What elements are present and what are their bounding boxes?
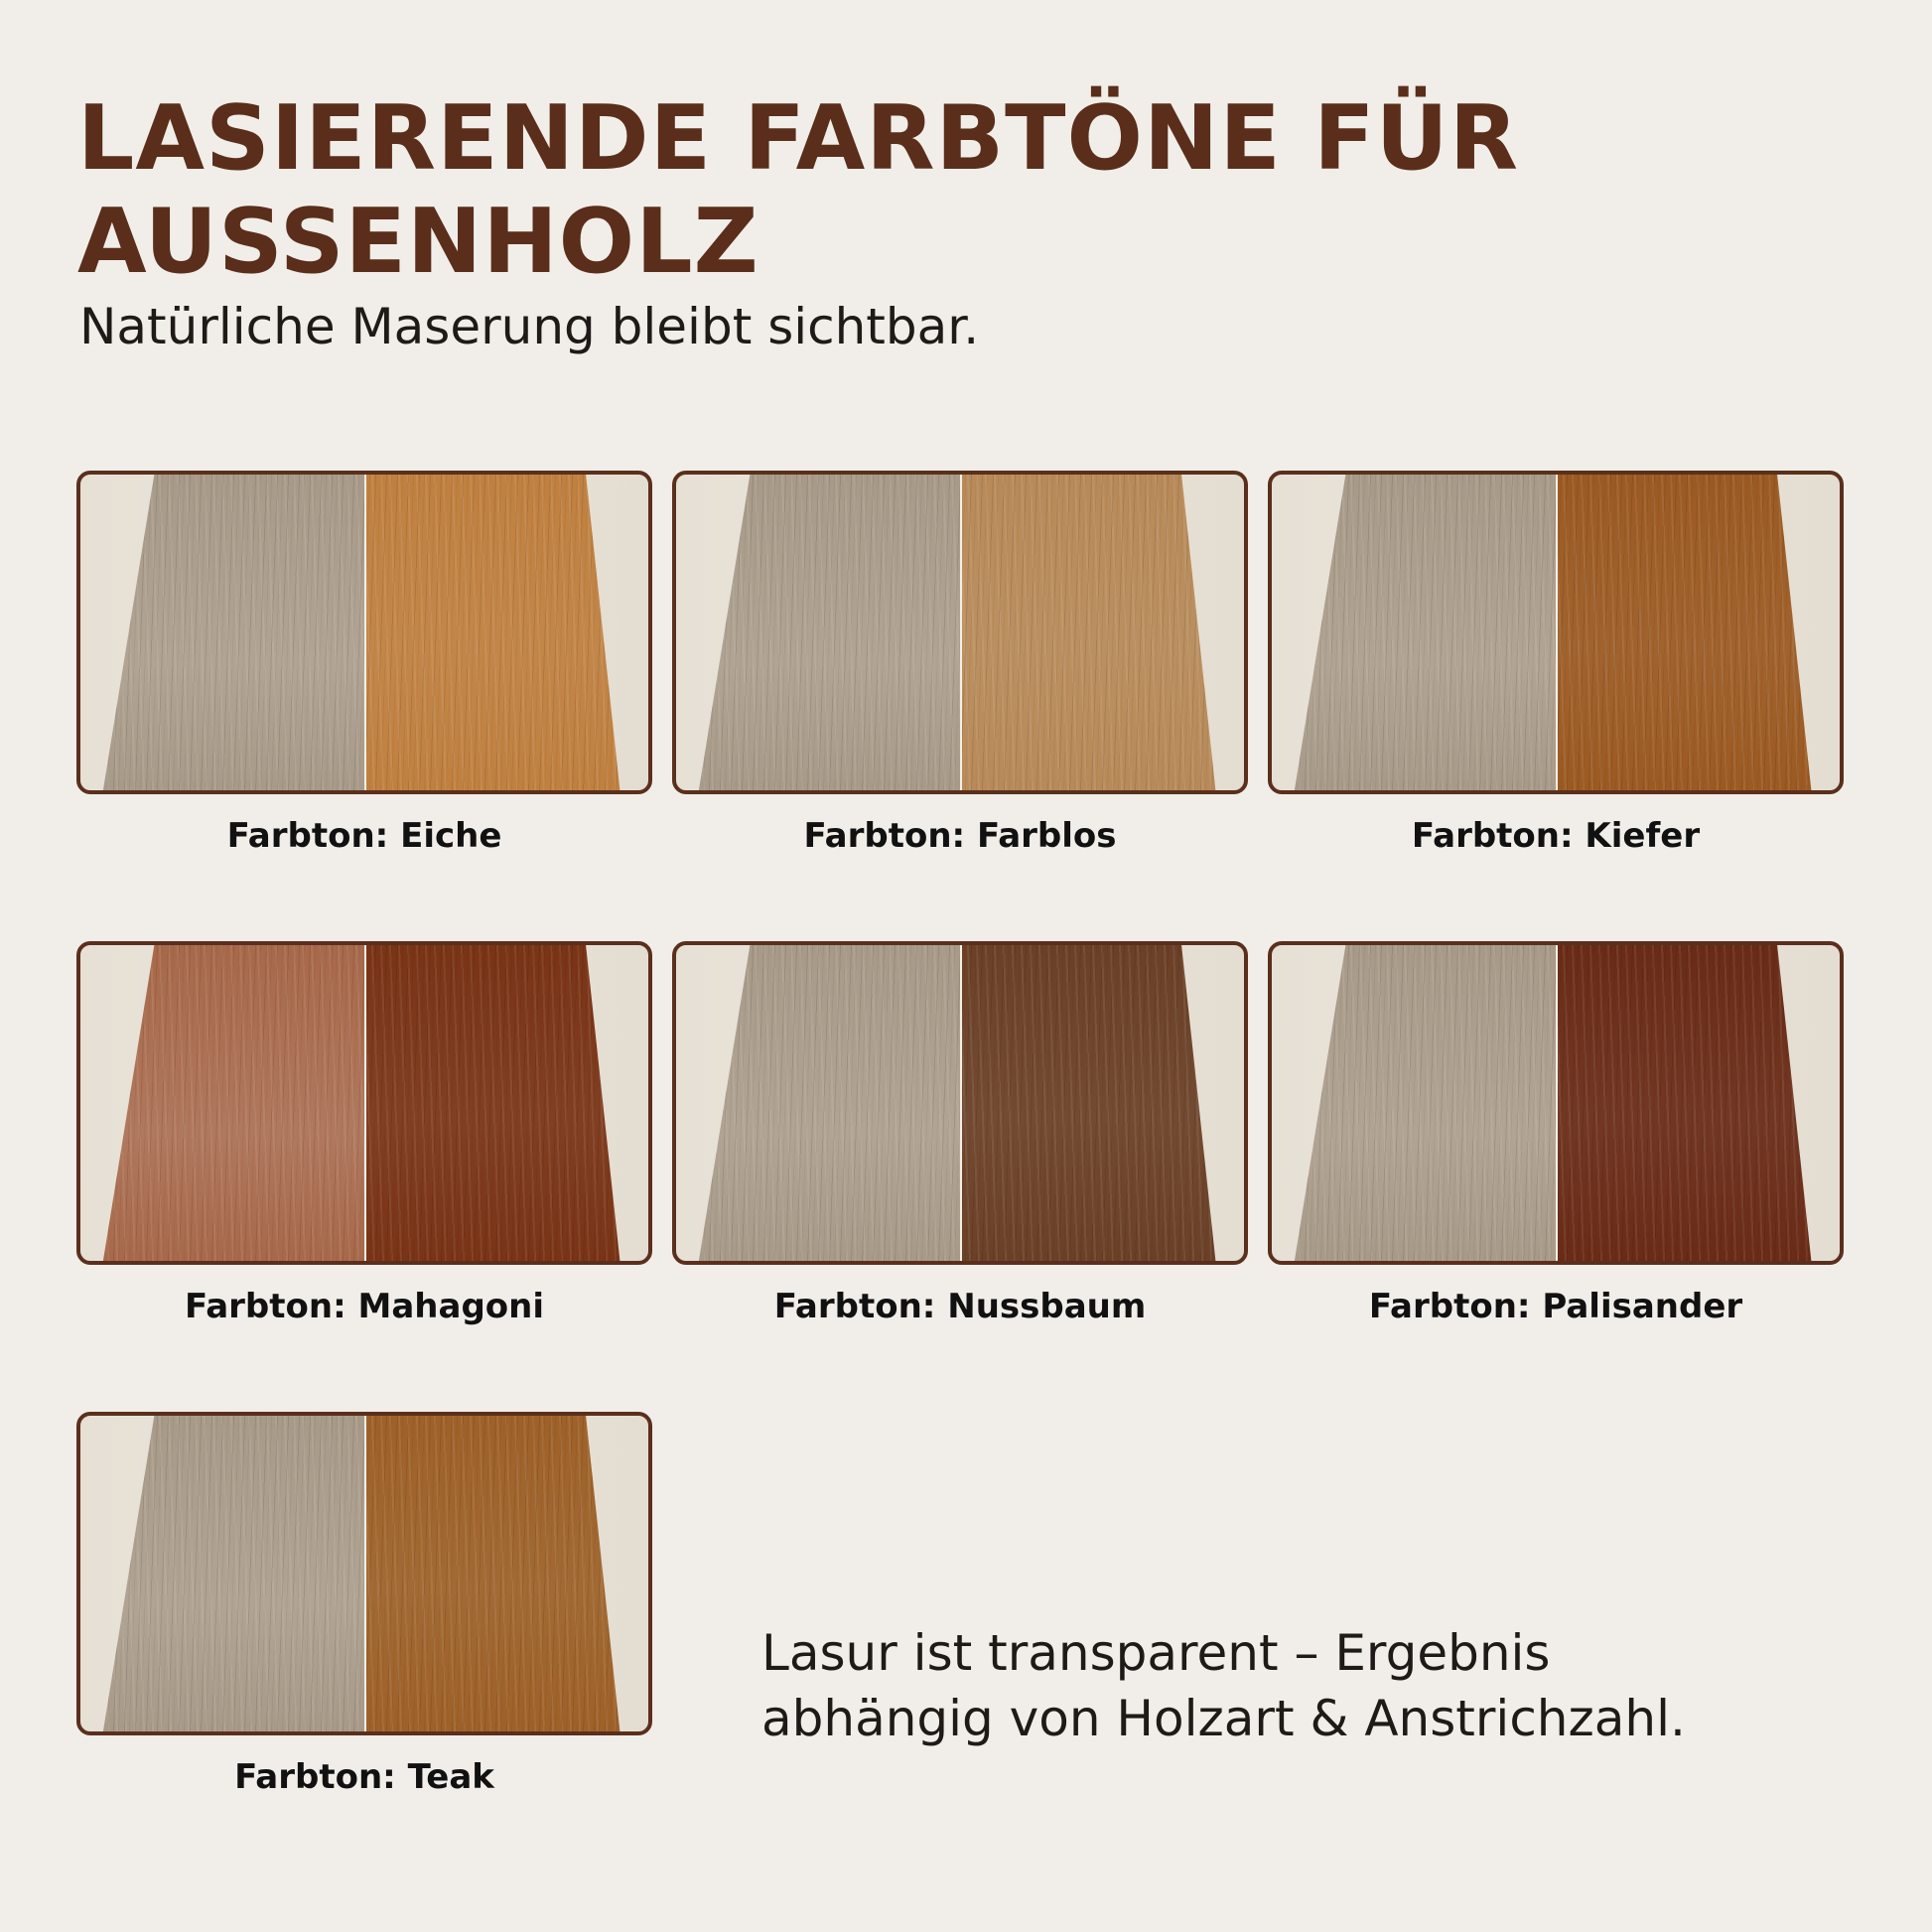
stained-half bbox=[1556, 945, 1840, 1261]
swatch-card bbox=[76, 471, 652, 856]
swatch-label: Farbton: Teak bbox=[234, 1757, 494, 1797]
wood-sample-image bbox=[76, 471, 652, 794]
stained-half bbox=[364, 945, 648, 1261]
footer-note-line-1: Lasur ist transparent – Ergebnis bbox=[761, 1624, 1551, 1682]
swatch-card bbox=[76, 941, 652, 1326]
subtitle: Natürliche Maserung bleibt sichtbar. bbox=[79, 298, 980, 355]
stained-half bbox=[960, 475, 1244, 790]
title-line-1: LASIERENDE FARBTÖNE FÜR bbox=[77, 86, 1520, 191]
wood-board bbox=[80, 1416, 648, 1731]
wood-board bbox=[676, 475, 1244, 790]
stained-half bbox=[364, 1416, 648, 1731]
swatch-label: Farbton: Nussbaum bbox=[773, 1287, 1147, 1326]
wood-sample-image bbox=[76, 1412, 652, 1735]
seam-divider bbox=[364, 475, 366, 790]
wood-board bbox=[80, 475, 648, 790]
stained-half bbox=[364, 475, 648, 790]
stained-half bbox=[960, 945, 1244, 1261]
seam-divider bbox=[1556, 475, 1558, 790]
wood-board bbox=[80, 945, 648, 1261]
swatch-card bbox=[672, 471, 1248, 856]
swatch-card bbox=[76, 1412, 652, 1797]
seam-divider bbox=[364, 1416, 366, 1731]
swatch-card bbox=[1268, 471, 1844, 856]
swatch-label: Farbton: Farblos bbox=[803, 816, 1117, 856]
seam-divider bbox=[960, 945, 962, 1261]
wood-board bbox=[676, 945, 1244, 1261]
wood-sample-image bbox=[76, 941, 652, 1265]
untreated-half bbox=[80, 945, 364, 1261]
wood-sample-image bbox=[1268, 471, 1844, 794]
untreated-half bbox=[80, 475, 364, 790]
wood-board bbox=[1272, 475, 1840, 790]
footer-note-line-2: abhängig von Holzart & Anstrichzahl. bbox=[761, 1690, 1686, 1747]
swatch-label: Farbton: Eiche bbox=[226, 816, 502, 856]
swatch-label: Farbton: Kiefer bbox=[1411, 816, 1701, 856]
swatch-card bbox=[672, 941, 1248, 1326]
untreated-half bbox=[1272, 475, 1556, 790]
seam-divider bbox=[364, 945, 366, 1261]
title-line-2: AUSSENHOLZ bbox=[77, 190, 759, 294]
wood-board bbox=[1272, 945, 1840, 1261]
footer-note bbox=[761, 1620, 1686, 1751]
stained-half bbox=[1556, 475, 1840, 790]
untreated-half bbox=[1272, 945, 1556, 1261]
swatch-label: Farbton: Palisander bbox=[1368, 1287, 1743, 1326]
wood-sample-image bbox=[1268, 941, 1844, 1265]
seam-divider bbox=[960, 475, 962, 790]
seam-divider bbox=[1556, 945, 1558, 1261]
wood-sample-image bbox=[672, 941, 1248, 1265]
page-title bbox=[77, 87, 1519, 294]
untreated-half bbox=[676, 945, 960, 1261]
wood-sample-image bbox=[672, 471, 1248, 794]
untreated-half bbox=[676, 475, 960, 790]
swatch-card bbox=[1268, 941, 1844, 1326]
untreated-half bbox=[80, 1416, 364, 1731]
swatch-label: Farbton: Mahagoni bbox=[184, 1287, 544, 1326]
